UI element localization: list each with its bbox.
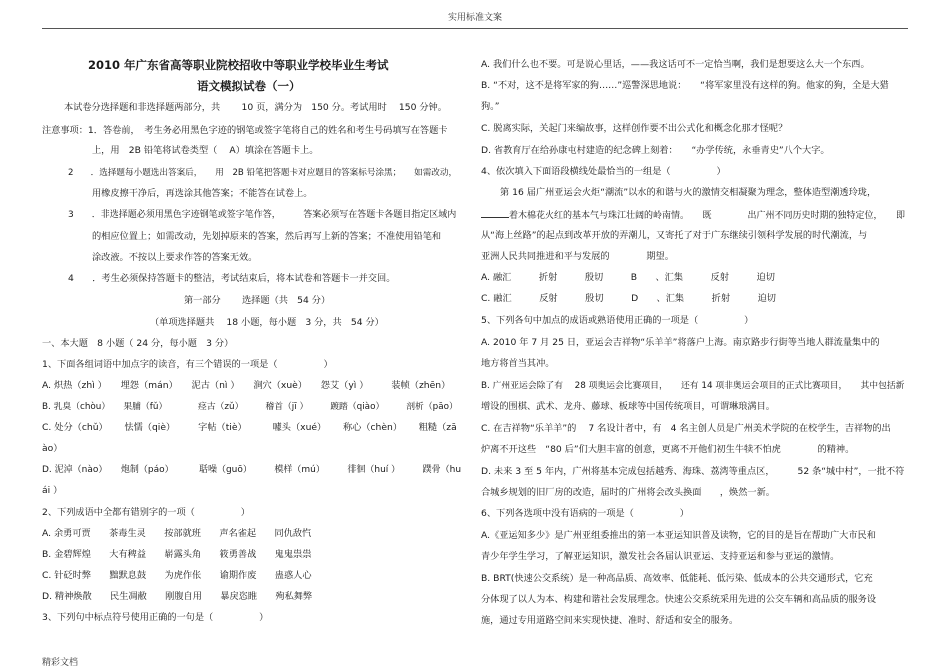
- section-heading: 第一部分 选择题（共 54 分）: [184, 295, 331, 306]
- intro-line: 本试卷分选择题和非选择题两部分，共 10 页，满分为 150 分。考试用时 150 分钟。: [64, 102, 447, 113]
- part-heading: 一、本大题 8 小题（ 24 分，每小题 3 分）: [42, 338, 234, 349]
- notice-line: 涂改液。不按以上要求作答的答案无效。: [92, 252, 258, 263]
- question-option: D. 省教育厅在给孙康屯村建造的纪念碑上刻着： “办学传统，永垂青史”八个大字。: [481, 145, 830, 156]
- question-option: B. 乳臭（chòu） 果脯（fǔ） 痉古（zǔ） 稽首（jī ） 踱踏（qiào） 剖析（pāo）: [42, 402, 458, 412]
- question-option-wrap: 合城乡规划的旧厂房的改造，届时的广州将会改头换面 ，焕然一新。: [481, 487, 775, 498]
- question-option: B. 金碧辉煌 大有稗益 崭露头角 筱勇善战 鬼鬼祟祟: [42, 549, 312, 560]
- exam-subtitle: 语文模拟试卷（一）: [197, 79, 301, 93]
- question-option-wrap: 分体现了以人为本、构建和谐社会发展理念。快速公交系统采用先进的公交车辆和高品质的服务设: [481, 594, 877, 605]
- question-option: A.《亚运知多少》是广州亚组委推出的第一本亚运知识普及读物，它的目的是旨在帮助广大市民和: [481, 530, 876, 541]
- header-divider: [42, 28, 908, 29]
- question-option-wrap: 炉离不开这些 “80 后”们大胆丰富的创意，更离不开他们初生牛犊不怕虎 的精神。: [481, 444, 855, 455]
- question-option: D. 泥淖（nào） 炮制（páo） 聒噪（guō） 模样（mú） 徘徊（huí ） 蹼骨（hu: [42, 465, 462, 475]
- notice-line: 4 ．考生必须保持答题卡的整洁，考试结束后，将本试卷和答题卡一并交回。: [68, 273, 396, 284]
- question-stem: 2、下列成语中全都有错别字的一项（ ）: [42, 507, 250, 518]
- notice-line: 注意事项：1．答卷前， 考生务必用黑色字迹的钢笔或签字笔将自己的姓名和考生号码填写在答题卡: [42, 125, 448, 136]
- question-option: D. 未来 3 至 5 年内，广州将基本完成包括越秀、海珠、荔湾等重点区， 52 条“城中村”，一批不符: [481, 466, 905, 477]
- question-option: C. 在吉祥物“乐羊羊”的 7 名设计者中，有 4 名主创人员是广州美术学院的在校学生，吉祥物的出: [481, 423, 891, 434]
- question-stem: 1、下面各组词语中加点字的读音，有三个错误的一项是（ ）: [42, 359, 333, 370]
- question-option-wrap: 狗。”: [481, 101, 500, 112]
- passage-line: 亚洲人民共同推进和平与发展的 期望。: [481, 251, 674, 262]
- question-option: C. 处分（chǔ） 怯懦（qiè） 字帖（tiè） 噱头（xué） 称心（chèn） 粗糙（zā: [42, 422, 457, 433]
- question-option: B. BRT(快速公交系统）是一种高品质、高效率、低能耗、低污染、低成本的公共交通形式，它充: [481, 573, 873, 584]
- question-option: D. 精神焕散 民生凋敝 刚腹自用 暴戾恣睢 殉私舞弊: [42, 591, 313, 602]
- question-option: A. 余勇可贾 茶毒生灵 按部就班 声名雀起 同仇敌忾: [42, 528, 312, 539]
- fill-blank: [481, 208, 509, 218]
- question-option: C. 脱离实际，关起门来编故事，这样创作要不出公式化和概念化那才怪呢？: [481, 123, 788, 134]
- question-option: A. 2010 年 7 月 25 日，亚运会吉祥物“乐羊羊”将落户上海。南京路步行街等当地人群流量集中的: [481, 337, 880, 348]
- question-option: A. 我们什么也不要。可是说心里话，——我这话可不一定恰当啊，我们是想要这么大一个东西。: [481, 59, 870, 70]
- passage-line: 着木棉花火红的基本气与珠江壮阔的岭南情。 既 出广州不同历史时期的独特定位， 即: [481, 208, 905, 222]
- question-option-wrap: 施，通过专用道路空间来实现快捷、准时、舒适和安全的服务。: [481, 615, 739, 626]
- page-header: 实用标准文案: [447, 13, 502, 23]
- question-option-wrap: 青少年学生学习，了解亚运知识，激发社会各届认识亚运、支持亚运和参与亚运的激情。: [481, 551, 840, 562]
- question-option-wrap: 增设的围棋、武术、龙舟、藤球、板球等中国传统项目，可谓琳琅满目。: [481, 401, 775, 412]
- question-stem: 4、依次填入下面语段横线处最恰当的一组是（ ）: [481, 166, 726, 177]
- notice-line: 用橡皮擦干净后，再选涂其他答案；不能答在试卷上。: [92, 188, 313, 199]
- passage-line: 第 16 届广州亚运会火炬“潮流”以水的和谐与火的激情交相凝聚为理念，整体造型潮透玲珑，: [500, 187, 877, 198]
- notice-line: 3 ．非选择题必须用黑色字迹钢笔或签字笔作答， 答案必须写在答题卡各题目指定区域内: [68, 210, 457, 220]
- question-option-wrap: ái ）: [42, 485, 63, 496]
- question-stem: 5、下列各句中加点的成语或熟语使用正确的一项是（ ）: [481, 315, 754, 326]
- passage-line: 从“海上丝路”的起点到改革开放的弄潮儿，又寄托了对于广东继续引领科学发展的时代潮流，与: [481, 230, 868, 241]
- page-footer: 精彩文档: [42, 658, 79, 668]
- question-option: C. 融汇 反射 殷切 D 、汇集 折射 迫切: [481, 293, 776, 304]
- notice-line: 的相应位置上；如需改动，先划掉原来的答案，然后再写上新的答案；不准使用铅笔和: [92, 231, 442, 242]
- question-option: A. 融汇 折射 殷切 B 、汇集 反射 迫切: [481, 272, 775, 283]
- question-option: A. 炽热（zhì ） 埋怨（mán） 泥古（nì ） 涧穴（xuè） 怨艾（yì ） 装帧（zhēn）: [42, 380, 451, 391]
- question-option: B. 广州亚运会除了有 28 项奥运会比赛项目， 还有 14 项非奥运会项目的正式比赛项目， 其中包括新: [481, 381, 905, 391]
- question-option-wrap: ào）: [42, 443, 63, 454]
- question-stem: 6、下列各选项中没有语病的一项是（ ）: [481, 508, 689, 519]
- question-option: B. “不对，这不是将军家的狗……”巡警深思地说： “将军家里没有这样的狗。他家的狗，全是大猎: [481, 80, 889, 91]
- section-subheading: （单项选择题共 18 小题，每小题 3 分，共 54 分）: [150, 317, 384, 328]
- notice-line: 2 ．选择题每小题选出答案后， 用 2B 铅笔把答题卡对应题目的答案标号涂黑； 如需改动，: [68, 168, 458, 178]
- exam-title: 2010 年广东省高等职业院校招收中等职业学校毕业生考试: [88, 58, 389, 72]
- question-stem: 3、下列句中标点符号使用正确的一句是（ ）: [42, 612, 269, 623]
- question-option: C. 针砭时弊 黜默息鼓 为虎作伥 谕期作废 蛊惑人心: [42, 570, 312, 581]
- question-option-wrap: 地方将首当其冲。: [481, 358, 555, 369]
- notice-line: 上，用 2B 铅笔将试卷类型（ A）填涂在答题卡上。: [92, 145, 319, 156]
